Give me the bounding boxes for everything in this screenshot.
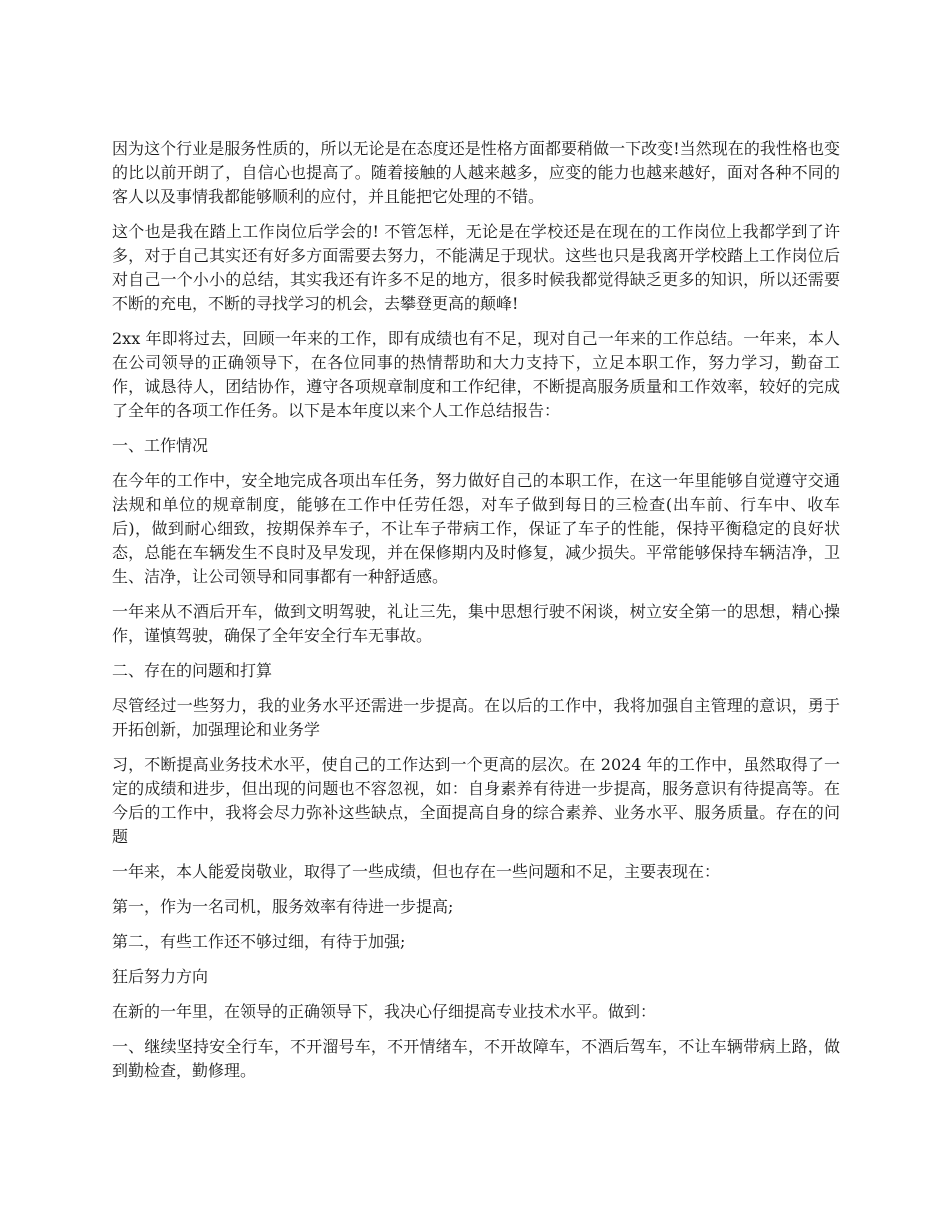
paragraph-improvement-part1: 尽管经过一些努力，我的业务水平还需进一步提高。在以后的工作中，我将加强自主管理的意识，勇于开拓创新，加强理论和业务学 bbox=[112, 696, 840, 739]
paragraph-safe-driving: 一年来从不酒后开车，做到文明驾驶，礼让三先，集中思想行驶不闲谈，树立安全第一的思想，精心操作，谨慎驾驶，确保了全年安全行车无事故。 bbox=[112, 602, 840, 645]
document-body bbox=[112, 0, 840, 1094]
paragraph-year-review-intro: 2xx 年即将过去，回顾一年来的工作，即有成绩也有不足，现对自己一年来的工作总结。一年来，本人在公司领导的正确领导下，在各位同事的热情帮助和大力支持下，立足本职工作，努力学习，勤奋工作，诚恳待人，团结协作，遵守各项规章制度和工作纪律，不断提高服务质量和工作效率，较好的完成了全年的各项工作任务。以下是本年度以来个人工作总结报告： bbox=[112, 329, 840, 420]
paragraph-work-situation: 在今年的工作中，安全地完成各项出车任务，努力做好自己的本职工作，在这一年里能够自觉遵守交通法规和单位的规章制度，能够在工作中任劳任怨，对车子做到每日的三检查(出车前、行车中、收车后)，做到耐心细致，按期保养车子，不让车子带病工作，保证了车子的性能，保持平衡稳定的良好状态，总能在车辆发生不良时及早发现，并在保修期内及时修复，减少损失。平常能够保持车辆洁净，卫生、洁净，让公司领导和同事都有一种舒适感。 bbox=[112, 471, 840, 586]
list-item-problem-2: 第二，有些工作还不够过细，有待于加强; bbox=[112, 932, 406, 951]
list-item-resolution-1: 一、继续坚持安全行车，不开溜号车，不开情绪车，不开故障车，不酒后驾车，不让车辆带病上路，做到勤检查，勤修理。 bbox=[112, 1037, 840, 1080]
section-heading-future-direction: 狂后努力方向 bbox=[112, 967, 209, 986]
section-heading-problems-plans: 二、存在的问题和打算 bbox=[112, 661, 273, 680]
paragraph-new-year-resolution: 在新的一年里，在领导的正确领导下，我决心仔细提高专业技术水平。做到： bbox=[112, 1002, 657, 1021]
paragraph-learning-at-work: 这个也是我在踏上工作岗位后学会的! 不管怎样，无论是在学校还是在现在的工作岗位上我都学到了许多，对于自己其实还有好多方面需要去努力，不能满足于现状。这些也只是我离开学校踏上工作岗位后对自己一个小小的总结，其实我还有许多不足的地方，很多时候我都觉得缺乏更多的知识，所以还需要不断的充电，不断的寻找学习的机会，去攀登更高的颠峰! bbox=[112, 222, 840, 313]
paragraph-attitude-change: 因为这个行业是服务性质的，所以无论是在态度还是性格方面都要稍做一下改变!当然现在的我性格也变的比以前开朗了，自信心也提高了。随着接触的人越来越多，应变的能力也越来越好，面对各种不同的客人以及事情我都能够顺利的应付，并且能把它处理的不错。 bbox=[112, 139, 840, 206]
paragraph-improvement-part2: 习，不断提高业务技术水平，使自己的工作达到一个更高的层次。在 2024 年的工作中，虽然取得了一定的成绩和进步，但出现的问题也不容忽视，如：自身素养有待进一步提高，服务意识有待提高等。在今后的工作中，我将会尽力弥补这些缺点，全面提高自身的综合素养、业务水平、服务质量。存在的问题 bbox=[112, 755, 840, 846]
paragraph-problems-intro: 一年来，本人能爱岗敬业，取得了一些成绩，但也存在一些问题和不足，主要表现在： bbox=[112, 862, 721, 881]
section-heading-work-situation: 一、工作情况 bbox=[112, 436, 209, 455]
list-item-problem-1: 第一，作为一名司机，服务效率有待进一步提高; bbox=[112, 897, 454, 916]
